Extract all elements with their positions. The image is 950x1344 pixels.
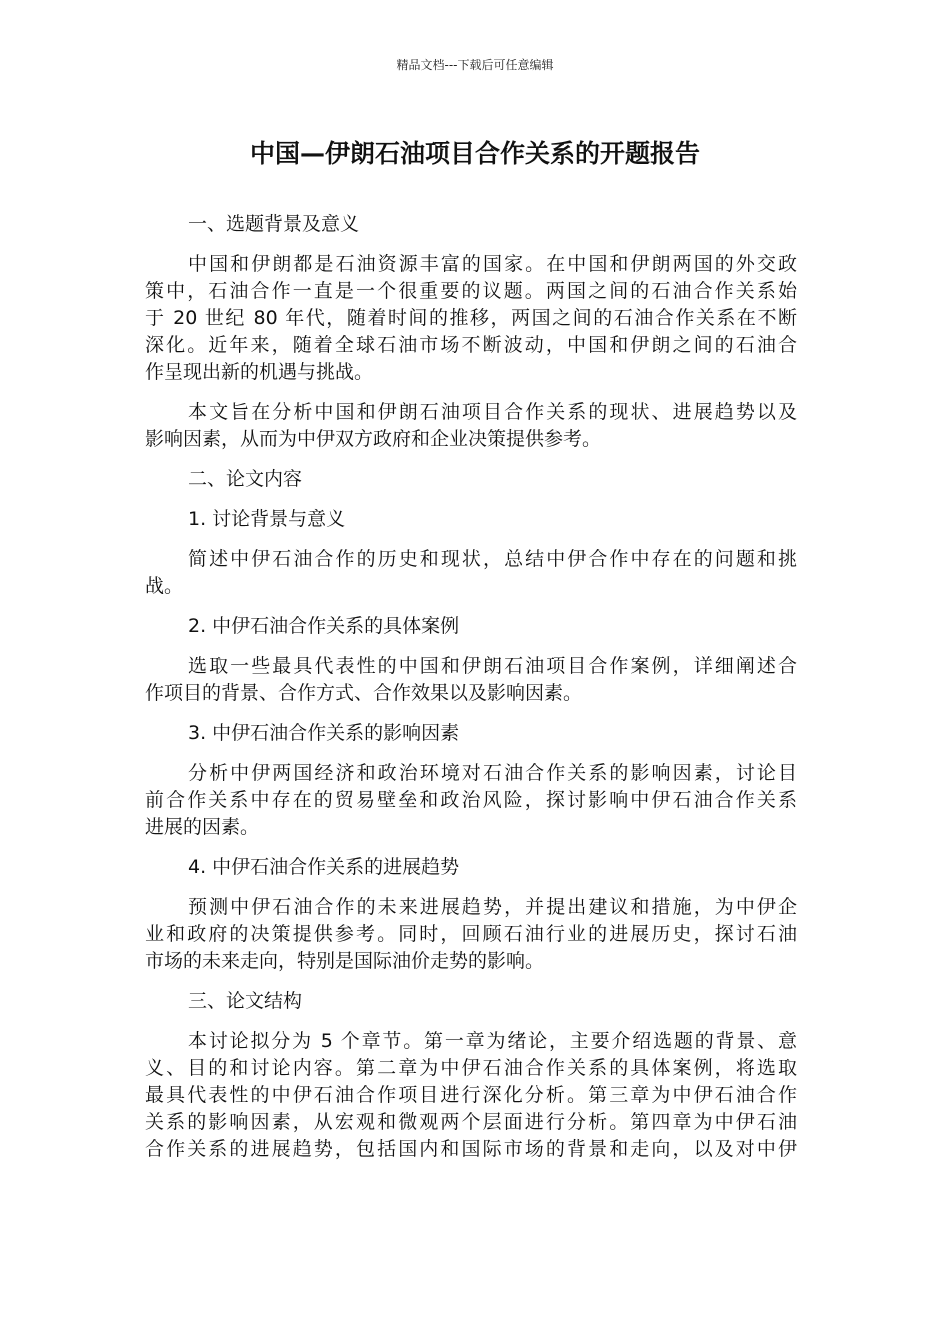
text-line: 本文旨在分析中国和伊朗石油项目合作关系的现状、进展趋势以及 [188, 401, 797, 423]
section-heading [145, 988, 797, 1015]
section-heading [145, 506, 797, 533]
text-line: 最具代表性的中伊石油合作项目进行深化分析。第三章为中伊石油合作 [145, 1084, 797, 1106]
section-heading [145, 613, 797, 640]
text-line: 业和政府的决策提供参考。同时，回顾石油行业的进展历史，探讨石油 [145, 923, 797, 945]
text-line: 4. 中伊石油合作关系的进展趋势 [188, 856, 460, 878]
text-line: 一、选题背景及意义 [188, 213, 360, 235]
text-line: 市场的未来走向，特别是国际油价走势的影响。 [145, 950, 545, 972]
text-line: 策中，石油合作一直是一个很重要的议题。两国之间的石油合作关系始 [145, 280, 797, 302]
text-line: 关系的影响因素，从宏观和微观两个层面进行分析。第四章为中伊石油 [145, 1111, 797, 1133]
text-line: 作项目的背景、合作方式、合作效果以及影响因素。 [145, 682, 583, 704]
page-header: 精品文档---下载后可任意编辑 [396, 58, 554, 72]
paragraph [145, 653, 797, 707]
text-line: 本讨论拟分为 5 个章节。第一章为绪论，主要介绍选题的背景、意 [188, 1030, 797, 1052]
paragraph [145, 760, 797, 841]
text-line: 影响因素，从而为中伊双方政府和企业决策提供参考。 [145, 428, 602, 450]
text-line: 简述中伊石油合作的历史和现状，总结中伊合作中存在的问题和挑 [188, 548, 797, 570]
paragraph [145, 1028, 797, 1163]
text-line: 1. 讨论背景与意义 [188, 508, 346, 530]
text-line: 于 20 世纪 80 年代，随着时间的推移，两国之间的石油合作关系在不断 [145, 307, 797, 329]
text-line: 深化。近年来，随着全球石油市场不断波动，中国和伊朗之间的石油合 [145, 334, 797, 356]
paragraph [145, 546, 797, 600]
paragraph [145, 894, 797, 975]
text-line: 三、论文结构 [188, 990, 303, 1012]
text-line: 进展的因素。 [145, 816, 260, 838]
text-line: 3. 中伊石油合作关系的影响因素 [188, 722, 460, 744]
section-heading [145, 854, 797, 881]
text-line: 二、论文内容 [188, 468, 303, 490]
text-line: 合作关系的进展趋势，包括国内和国际市场的背景和走向，以及对中伊 [145, 1138, 797, 1160]
text-line: 2. 中伊石油合作关系的具体案例 [188, 615, 460, 637]
text-line: 战。 [145, 575, 184, 597]
section-heading [145, 466, 797, 493]
section-heading [145, 720, 797, 747]
text-line: 义、目的和讨论内容。第二章为中伊石油合作关系的具体案例，将选取 [145, 1057, 797, 1079]
section-heading [145, 211, 797, 238]
text-line: 前合作关系中存在的贸易壁垒和政治风险，探讨影响中伊石油合作关系 [145, 789, 797, 811]
text-line: 分析中伊两国经济和政治环境对石油合作关系的影响因素，讨论目 [188, 762, 797, 784]
text-line: 作呈现出新的机遇与挑战。 [145, 361, 374, 383]
text-line: 中国和伊朗都是石油资源丰富的国家。在中国和伊朗两国的外交政 [188, 253, 797, 275]
text-line: 预测中伊石油合作的未来进展趋势，并提出建议和措施，为中伊企 [188, 896, 797, 918]
text-line: 选取一些最具代表性的中国和伊朗石油项目合作案例，详细阐述合 [188, 655, 797, 677]
document-title: 中国—伊朗石油项目合作关系的开题报告 [249, 139, 700, 168]
document-body [145, 211, 797, 1176]
paragraph [145, 251, 797, 386]
paragraph [145, 399, 797, 453]
